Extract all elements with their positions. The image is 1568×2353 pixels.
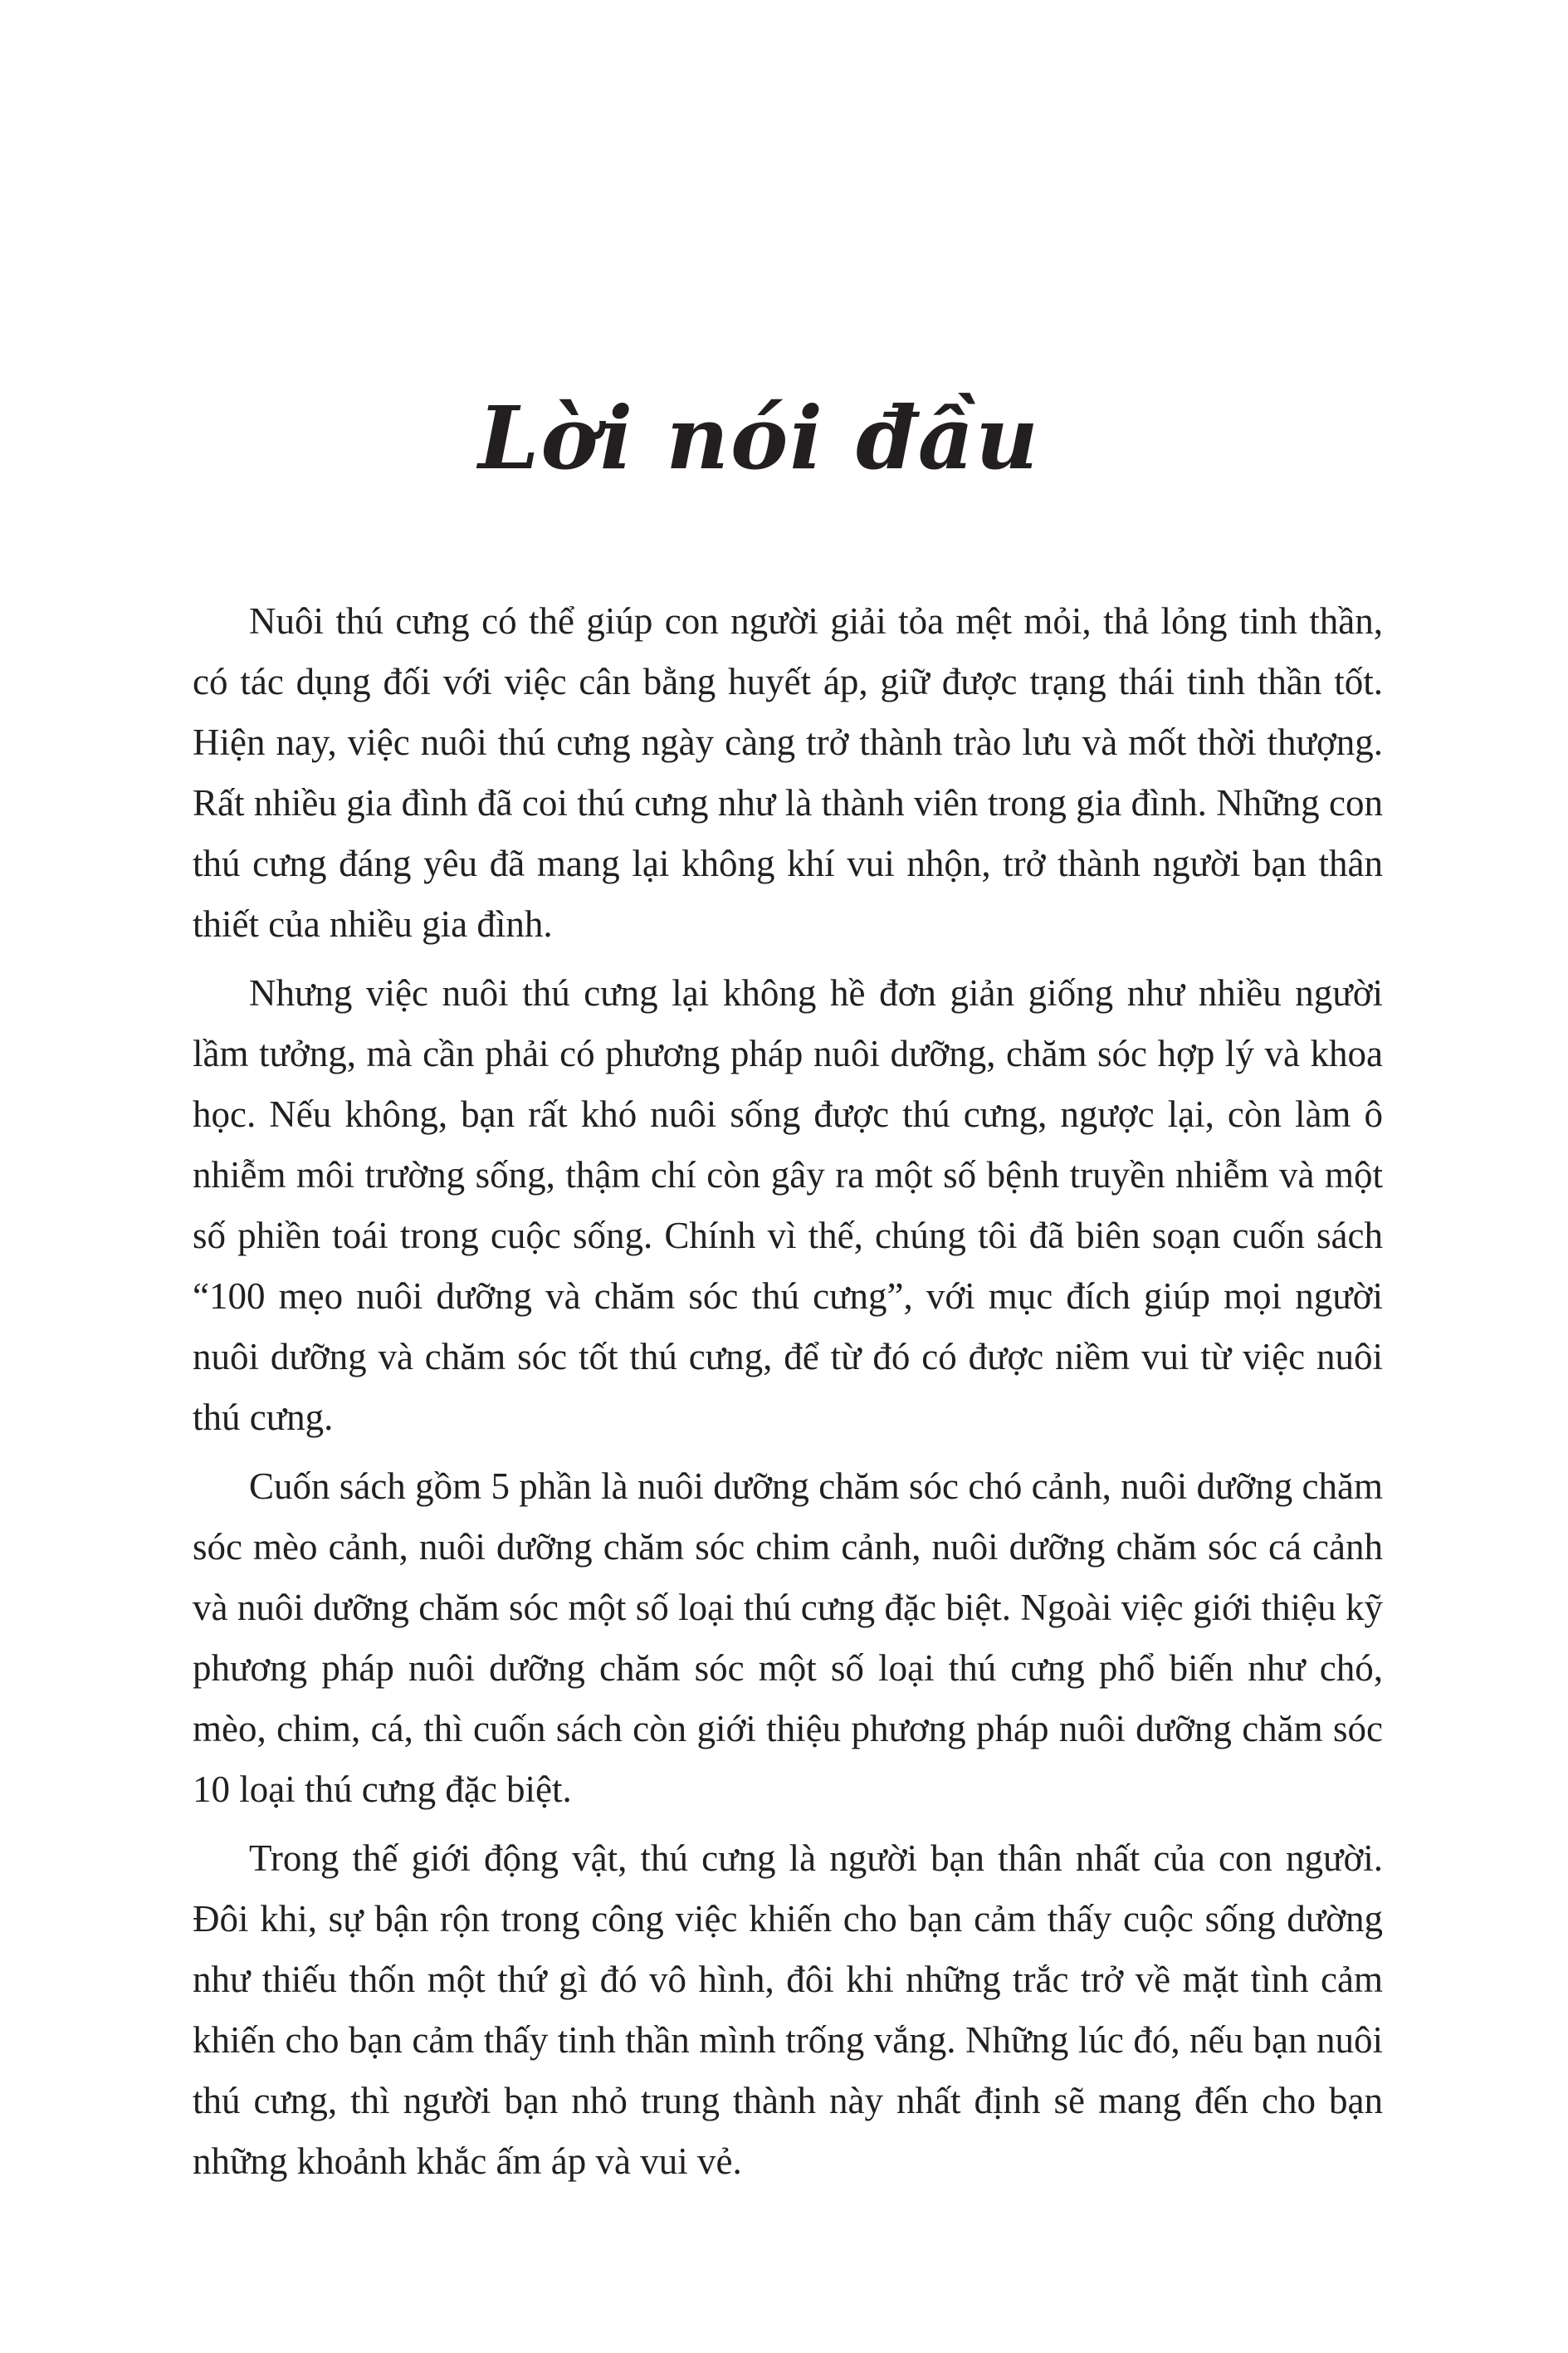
preface-body xyxy=(193,591,1383,2200)
paragraph-4: Trong thế giới động vật, thú cưng là người bạn thân nhất của con người. Đôi khi, sự bận rộn trong công việc khiến cho bạn cảm thấy cuộc sống dường như thiếu thốn một thứ gì đó vô hình, đôi khi những trắc trở về mặt tình cảm khiến cho bạn cảm thấy tinh thần mình trống vắng. Những lúc đó, nếu bạn nuôi thú cưng, thì người bạn nhỏ trung thành này nhất định sẽ mang đến cho bạn những khoảnh khắc ấm áp và vui vẻ. xyxy=(193,1837,1383,2182)
paragraph-1: Nuôi thú cưng có thể giúp con người giải tỏa mệt mỏi, thả lỏng tinh thần, có tác dụng đối với việc cân bằng huyết áp, giữ được trạng thái tinh thần tốt. Hiện nay, việc nuôi thú cưng ngày càng trở thành trào lưu và mốt thời thượng. Rất nhiều gia đình đã coi thú cưng như là thành viên trong gia đình. Những con thú cưng đáng yêu đã mang lại không khí vui nhộn, trở thành người bạn thân thiết của nhiều gia đình. xyxy=(193,600,1383,945)
page-title: Lời nói đầu xyxy=(478,387,1040,489)
paragraph-3: Cuốn sách gồm 5 phần là nuôi dưỡng chăm sóc chó cảnh, nuôi dưỡng chăm sóc mèo cảnh, nuôi dưỡng chăm sóc chim cảnh, nuôi dưỡng chăm sóc cá cảnh và nuôi dưỡng chăm sóc một số loại thú cưng đặc biệt. Ngoài việc giới thiệu kỹ phương pháp nuôi dưỡng chăm sóc một số loại thú cưng phổ biến như chó, mèo, chim, cá, thì cuốn sách còn giới thiệu phương pháp nuôi dưỡng chăm sóc 10 loại thú cưng đặc biệt. xyxy=(193,1465,1383,1810)
paragraph-2: Nhưng việc nuôi thú cưng lại không hề đơn giản giống như nhiều người lầm tưởng, mà cần phải có phương pháp nuôi dưỡng, chăm sóc hợp lý và khoa học. Nếu không, bạn rất khó nuôi sống được thú cưng, ngược lại, còn làm ô nhiễm môi trường sống, thậm chí còn gây ra một số bệnh truyền nhiễm và một số phiền toái trong cuộc sống. Chính vì thế, chúng tôi đã biên soạn cuốn sách “100 mẹo nuôi dưỡng và chăm sóc thú cưng”, với mục đích giúp mọi người nuôi dưỡng và chăm sóc tốt thú cưng, để từ đó có được niềm vui từ việc nuôi thú cưng. xyxy=(193,972,1383,1438)
